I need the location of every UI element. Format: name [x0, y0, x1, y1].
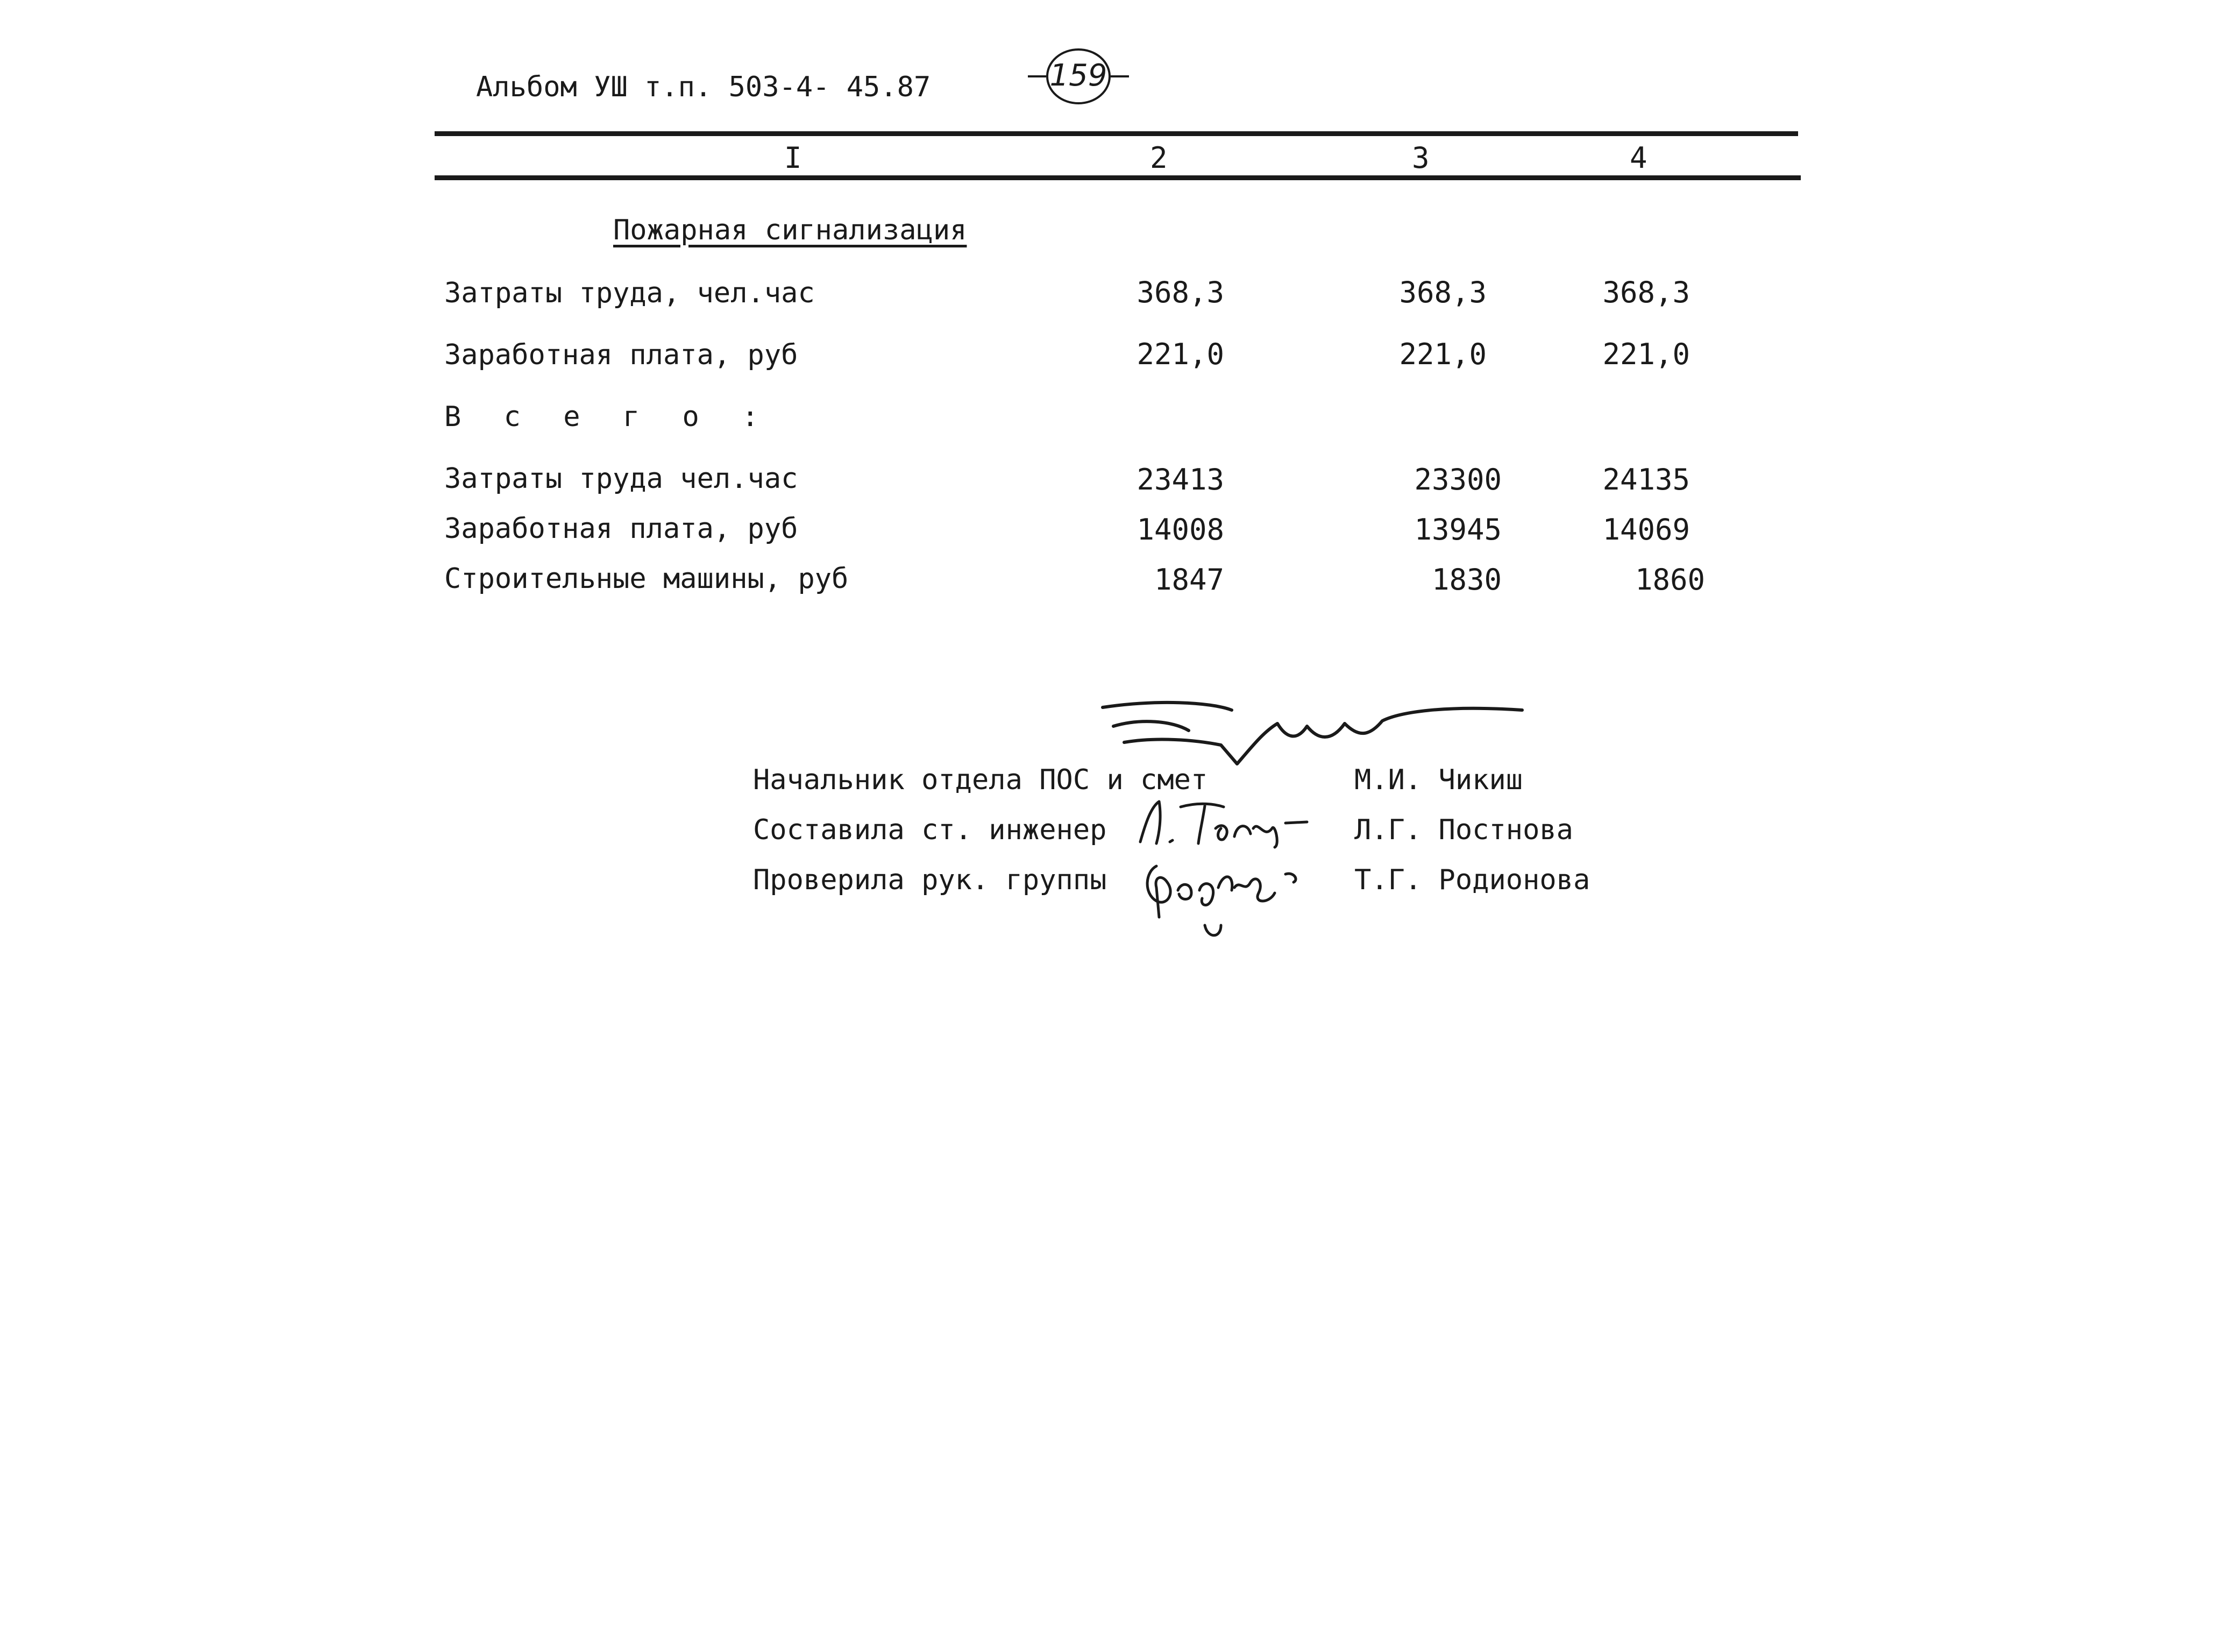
- signature-name: Т.Г. Родионова: [1354, 864, 1590, 896]
- cell-col-2: 368,3: [1137, 275, 1224, 309]
- total-label: В с е г о :: [444, 401, 772, 433]
- signature-3-handwriting: [1135, 850, 1307, 941]
- row-label: Затраты труда, чел.час: [444, 277, 815, 309]
- signature-role: Составила ст. инженер: [753, 814, 1107, 846]
- cell-col-3: 23300: [1414, 463, 1502, 497]
- section-title: Пожарная сигнализация: [613, 214, 967, 246]
- signature-role: Проверила рук. группы: [753, 864, 1107, 896]
- table-top-rule: [435, 131, 1798, 136]
- row-label: Заработная плата, руб: [444, 339, 798, 371]
- album-reference: Альбом УШ т.п. 503-4- 45.87: [476, 71, 931, 103]
- signature-1-handwriting: [1092, 694, 1533, 780]
- page-number-stamp: [1025, 43, 1132, 113]
- cell-col-3: 13945: [1414, 513, 1502, 547]
- cell-col-4: 1860: [1635, 563, 1705, 597]
- cell-col-2: 1847: [1154, 563, 1224, 597]
- column-header-1: I: [784, 141, 802, 175]
- table-header-bottom-rule: [435, 175, 1801, 180]
- cell-col-3: 1830: [1431, 563, 1502, 597]
- cell-col-2: 14008: [1137, 513, 1224, 547]
- signature-2-handwriting: [1130, 791, 1312, 850]
- cell-col-4: 14069: [1602, 513, 1690, 547]
- cell-col-3: 221,0: [1399, 337, 1487, 371]
- cell-col-2: 23413: [1137, 463, 1224, 497]
- row-label: Заработная плата, руб: [444, 513, 798, 545]
- cell-col-4: 368,3: [1602, 275, 1690, 309]
- column-header-2: 2: [1150, 141, 1168, 175]
- row-label: Строительные машины, руб: [444, 563, 849, 595]
- column-header-4: 4: [1630, 141, 1647, 175]
- page-number: 159: [1049, 58, 1107, 93]
- cell-col-4: 24135: [1602, 463, 1690, 497]
- signature-name: Л.Г. Постнова: [1354, 814, 1573, 846]
- signature-role: Начальник отдела ПОС и смет: [753, 764, 1208, 796]
- row-label: Затраты труда чел.час: [444, 463, 798, 495]
- cell-col-4: 221,0: [1602, 337, 1690, 371]
- signature-name: М.И. Чикиш: [1354, 764, 1523, 796]
- cell-col-2: 221,0: [1137, 337, 1224, 371]
- cell-col-3: 368,3: [1399, 275, 1487, 309]
- column-header-3: 3: [1412, 141, 1430, 175]
